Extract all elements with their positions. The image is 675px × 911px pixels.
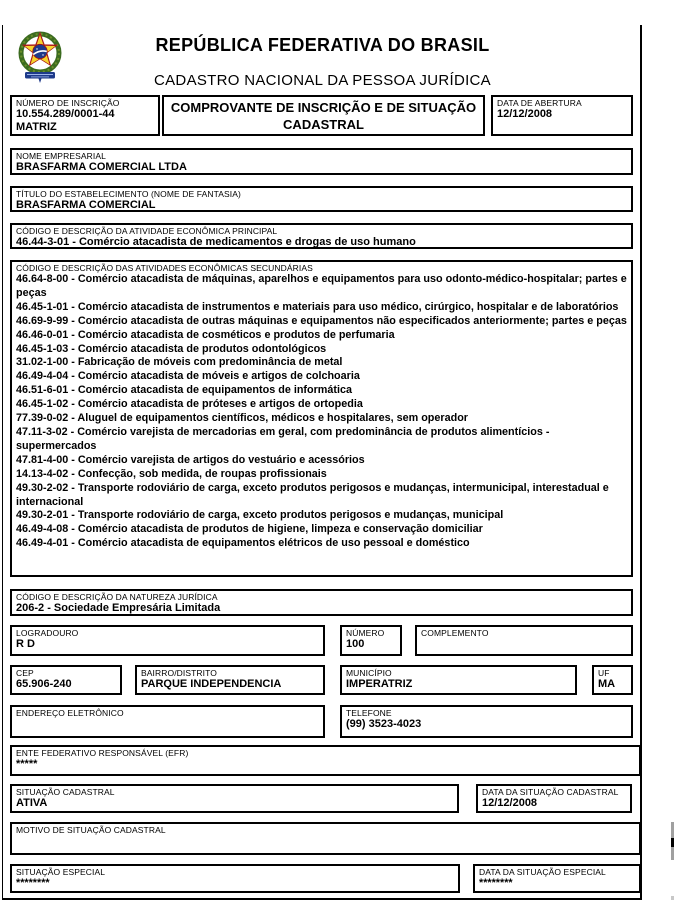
atividade-secundaria-item: 47.81-4-00 - Comércio varejista de artigos do vestuário e acessórios	[16, 453, 365, 466]
numero-inscricao-tipo: MATRIZ	[16, 121, 57, 133]
efr-label: ENTE FEDERATIVO RESPONSÁVEL (EFR)	[16, 748, 189, 758]
field-atividades-secundarias	[10, 260, 633, 577]
situacao-especial-value: ********	[16, 877, 50, 889]
cep-label: CEP	[16, 668, 34, 678]
efr-value: *****	[16, 758, 38, 770]
data-situacao-especial-label: DATA DA SITUAÇÃO ESPECIAL	[479, 867, 606, 877]
atividades-secundarias-label: CÓDIGO E DESCRIÇÃO DAS ATIVIDADES ECONÔMICAS SECUNDÁRIAS	[16, 263, 313, 273]
atividade-secundaria-item: 46.49-4-04 - Comércio atacadista de móveis e artigos de colchoaria	[16, 370, 360, 383]
field-numero-inscricao	[10, 95, 160, 136]
comprovante-title-box	[162, 95, 485, 136]
motivo-situacao-label: MOTIVO DE SITUAÇÃO CADASTRAL	[16, 825, 166, 835]
atividades-secundarias-list	[16, 273, 627, 551]
data-situacao-cadastral-label: DATA DA SITUAÇÃO CADASTRAL	[482, 787, 619, 797]
data-abertura-label: DATA DE ABERTURA	[497, 98, 582, 108]
telefone-value: (99) 3523-4023	[346, 718, 422, 730]
situacao-especial-label: SITUAÇÃO ESPECIAL	[16, 867, 106, 877]
comprovante-title: COMPROVANTE DE INSCRIÇÃO E DE SITUAÇÃO CADASTRAL	[170, 99, 477, 132]
field-municipio	[340, 665, 577, 695]
atividade-secundaria-item: 31.02-1-00 - Fabricação de móveis com predominância de metal	[16, 356, 343, 369]
numero-inscricao-label: NÚMERO DE INSCRIÇÃO	[16, 98, 120, 108]
field-atividade-principal	[10, 223, 633, 249]
data-situacao-especial-value: ********	[479, 877, 513, 889]
header-registry-title: CADASTRO NACIONAL DA PESSOA JURÍDICA	[154, 72, 491, 89]
logradouro-label: LOGRADOURO	[16, 628, 79, 638]
field-telefone	[340, 705, 633, 738]
atividade-secundaria-item: 49.30-2-02 - Transporte rodoviário de carga, exceto produtos perigosos e mudanças, intermunicipal, interestadual e internacional	[16, 481, 609, 508]
nome-empresarial-label: NOME EMPRESARIAL	[16, 151, 106, 161]
atividade-secundaria-item: 46.51-6-01 - Comércio atacadista de equipamentos de informática	[16, 384, 353, 397]
field-motivo-situacao	[10, 822, 641, 855]
cep-value: 65.906-240	[16, 678, 72, 690]
atividade-secundaria-item: 77.39-0-02 - Aluguel de equipamentos científicos, médicos e hospitalares, sem operador	[16, 412, 469, 425]
atividade-secundaria-item: 46.46-0-01 - Comércio atacadista de cosméticos e produtos de perfumaria	[16, 328, 395, 341]
field-natureza-juridica	[10, 589, 633, 616]
atividade-secundaria-item: 47.11-3-02 - Comércio varejista de mercadorias em geral, com predominância de produtos alimentícios - supermercados	[16, 425, 550, 452]
atividade-secundaria-item: 49.30-2-01 - Transporte rodoviário de carga, exceto produtos perigosos e mudanças, municipal	[16, 509, 504, 522]
municipio-label: MUNICÍPIO	[346, 668, 392, 678]
natureza-juridica-value: 206-2 - Sociedade Empresária Limitada	[16, 602, 221, 614]
field-data-abertura	[491, 95, 633, 136]
natureza-juridica-label: CÓDIGO E DESCRIÇÃO DA NATUREZA JURÍDICA	[16, 592, 218, 602]
municipio-value: IMPERATRIZ	[346, 678, 413, 690]
bairro-label: BAIRRO/DISTRITO	[141, 668, 217, 678]
field-situacao-cadastral	[10, 784, 459, 813]
scrollbar-mark	[671, 896, 674, 900]
situacao-cadastral-value: ATIVA	[16, 797, 48, 809]
data-abertura-value: 12/12/2008	[497, 108, 553, 120]
data-situacao-cadastral-value: 12/12/2008	[482, 797, 538, 809]
uf-label: UF	[598, 668, 610, 678]
field-efr	[10, 745, 641, 776]
logradouro-value: R D	[16, 638, 35, 650]
atividade-principal-value: 46.44-3-01 - Comércio atacadista de medicamentos e drogas de uso humano	[16, 236, 416, 248]
uf-value: MA	[598, 678, 616, 690]
field-data-situacao-especial	[473, 864, 641, 893]
field-logradouro	[10, 625, 325, 656]
numero-value: 100	[346, 638, 365, 650]
atividade-secundaria-item: 46.45-1-01 - Comércio atacadista de instrumentos e materiais para uso médico, cirúrgico, hospitalar e de laboratórios	[16, 300, 619, 313]
field-data-situacao-cadastral	[476, 784, 632, 813]
header-republic-title: REPÚBLICA FEDERATIVA DO BRASIL	[155, 35, 490, 55]
atividade-secundaria-item: 46.64-8-00 - Comércio atacadista de máquinas, aparelhos e equipamentos para uso odonto-médico-hospitalar; partes e peças	[16, 273, 627, 299]
field-nome-fantasia	[10, 186, 633, 212]
field-numero	[340, 625, 402, 656]
numero-label: NÚMERO	[346, 628, 385, 638]
endereco-eletronico-label: ENDEREÇO ELETRÔNICO	[16, 708, 124, 718]
field-situacao-especial	[10, 864, 460, 893]
atividade-secundaria-item: 46.45-1-03 - Comércio atacadista de produtos odontológicos	[16, 342, 327, 355]
nome-fantasia-value: BRASFARMA COMERCIAL	[16, 199, 156, 211]
field-bairro	[135, 665, 325, 695]
scrollbar-thumb[interactable]	[671, 838, 674, 847]
nome-empresarial-value: BRASFARMA COMERCIAL LTDA	[16, 161, 187, 173]
telefone-label: TELEFONE	[346, 708, 392, 718]
atividade-secundaria-item: 46.49-4-01 - Comércio atacadista de equipamentos elétricos de uso pessoal e doméstico	[16, 537, 470, 550]
bairro-value: PARQUE INDEPENDENCIA	[141, 678, 282, 690]
scrollbar-track-fragment[interactable]	[671, 822, 674, 860]
numero-inscricao-value: 10.554.289/0001-44	[16, 108, 115, 120]
field-cep	[10, 665, 122, 695]
atividade-secundaria-item: 46.69-9-99 - Comércio atacadista de outras máquinas e equipamentos não especificados anteriormente; partes e peças	[16, 314, 627, 327]
field-endereco-eletronico	[10, 705, 325, 738]
atividade-secundaria-item: 14.13-4-02 - Confecção, sob medida, de roupas profissionais	[16, 467, 327, 480]
atividade-secundaria-item: 46.45-1-02 - Comércio atacadista de próteses e artigos de ortopedia	[16, 398, 363, 411]
field-uf	[592, 665, 633, 695]
nome-fantasia-label: TÍTULO DO ESTABELECIMENTO (NOME DE FANTASIA)	[16, 189, 241, 199]
field-complemento	[415, 625, 633, 656]
field-nome-empresarial	[10, 148, 633, 175]
situacao-cadastral-label: SITUAÇÃO CADASTRAL	[16, 787, 115, 797]
complemento-label: COMPLEMENTO	[421, 628, 489, 638]
atividade-secundaria-item: 46.49-4-08 - Comércio atacadista de produtos de higiene, limpeza e conservação domiciliar	[16, 523, 483, 536]
atividade-principal-label: CÓDIGO E DESCRIÇÃO DA ATIVIDADE ECONÔMICA PRINCIPAL	[16, 226, 278, 236]
